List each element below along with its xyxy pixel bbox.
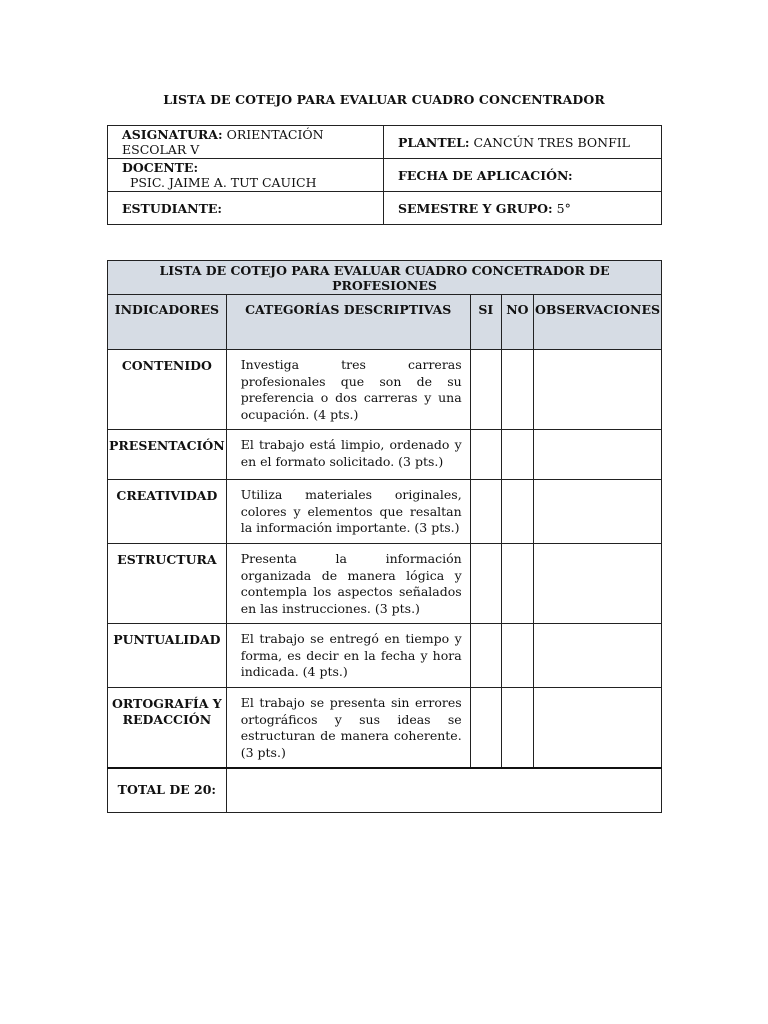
observaciones-cell[interactable] <box>533 430 661 480</box>
description-cell: Presenta la información organizada de manera lógica y contempla los aspectos señalados en las instrucciones. (3 pts.) <box>226 544 470 624</box>
indicator-label: ESTRUCTURA <box>108 544 227 624</box>
fecha-cell <box>384 159 662 192</box>
table-row <box>108 688 662 769</box>
checklist-title: LISTA DE COTEJO PARA EVALUAR CUADRO CONCETRADOR DE PROFESIONES <box>108 261 662 295</box>
table-row <box>108 430 662 480</box>
indicator-label: PRESENTACIÓN <box>108 430 227 480</box>
description-cell: Investiga tres carreras profesionales que son de su preferencia o dos carreras y una ocupación. (4 pts.) <box>226 350 470 430</box>
indicator-label: CREATIVIDAD <box>108 480 227 544</box>
indicator-label: CONTENIDO <box>108 350 227 430</box>
semestre-cell <box>384 192 662 225</box>
description-cell: El trabajo se entregó en tiempo y forma, es decir en la fecha y hora indicada. (4 pts.) <box>226 624 470 688</box>
estudiante-label: ESTUDIANTE: <box>122 200 223 216</box>
info-row-asignatura <box>108 126 662 159</box>
observaciones-cell[interactable] <box>533 544 661 624</box>
description-cell: El trabajo se presenta sin errores ortográficos y sus ideas se estructuran de manera coherente. (3 pts.) <box>226 688 470 769</box>
asignatura-cell <box>108 126 384 159</box>
si-cell[interactable] <box>470 350 501 430</box>
observaciones-cell[interactable] <box>533 688 661 769</box>
si-cell[interactable] <box>470 480 501 544</box>
checklist-table <box>107 260 662 813</box>
checklist-title-row <box>108 261 662 295</box>
no-cell[interactable] <box>501 350 533 430</box>
header-indicadores: INDICADORES <box>108 295 227 350</box>
no-cell[interactable] <box>501 624 533 688</box>
table-row <box>108 350 662 430</box>
description-cell: Utiliza materiales originales, colores y elementos que resaltan la información importante. (3 pts.) <box>226 480 470 544</box>
table-row <box>108 624 662 688</box>
plantel-cell <box>384 126 662 159</box>
observaciones-cell[interactable] <box>533 480 661 544</box>
docente-cell <box>108 159 384 192</box>
no-cell[interactable] <box>501 430 533 480</box>
info-table <box>107 125 662 225</box>
observaciones-cell[interactable] <box>533 624 661 688</box>
no-cell[interactable] <box>501 544 533 624</box>
docente-label: DOCENTE: <box>122 160 199 175</box>
asignatura-label: ASIGNATURA: <box>122 127 223 142</box>
total-value-cell[interactable] <box>226 768 661 813</box>
table-row <box>108 544 662 624</box>
total-row <box>108 768 662 813</box>
plantel-label: PLANTEL: <box>398 134 470 150</box>
document-title: LISTA DE COTEJO PARA EVALUAR CUADRO CONCENTRADOR <box>163 92 605 107</box>
header-observaciones: OBSERVACIONES <box>533 295 661 350</box>
observaciones-cell[interactable] <box>533 350 661 430</box>
si-cell[interactable] <box>470 688 501 769</box>
si-cell[interactable] <box>470 544 501 624</box>
table-row <box>108 480 662 544</box>
indicator-label: ORTOGRAFÍA Y REDACCIÓN <box>108 688 227 769</box>
semestre-value: 5° <box>552 200 571 216</box>
no-cell[interactable] <box>501 688 533 769</box>
header-no: NO <box>501 295 533 350</box>
semestre-label: SEMESTRE Y GRUPO: <box>398 200 553 216</box>
info-row-docente <box>108 159 662 192</box>
total-label: TOTAL DE 20: <box>108 768 227 813</box>
asignatura-value: ORIENTACIÓN ESCOLAR V <box>122 127 324 157</box>
indicator-label: PUNTUALIDAD <box>108 624 227 688</box>
description-cell: El trabajo está limpio, ordenado y en el formato solicitado. (3 pts.) <box>226 430 470 480</box>
docente-value: PSIC. JAIME A. TUT CAUICH <box>122 175 317 190</box>
checklist-header-row <box>108 295 662 350</box>
no-cell[interactable] <box>501 480 533 544</box>
si-cell[interactable] <box>470 430 501 480</box>
header-categorias: CATEGORÍAS DESCRIPTIVAS <box>226 295 470 350</box>
header-si: SI <box>470 295 501 350</box>
estudiante-cell <box>108 192 384 225</box>
plantel-value: CANCÚN TRES BONFIL <box>469 134 630 150</box>
si-cell[interactable] <box>470 624 501 688</box>
info-row-estudiante <box>108 192 662 225</box>
fecha-label: FECHA DE APLICACIÓN: <box>398 167 573 183</box>
